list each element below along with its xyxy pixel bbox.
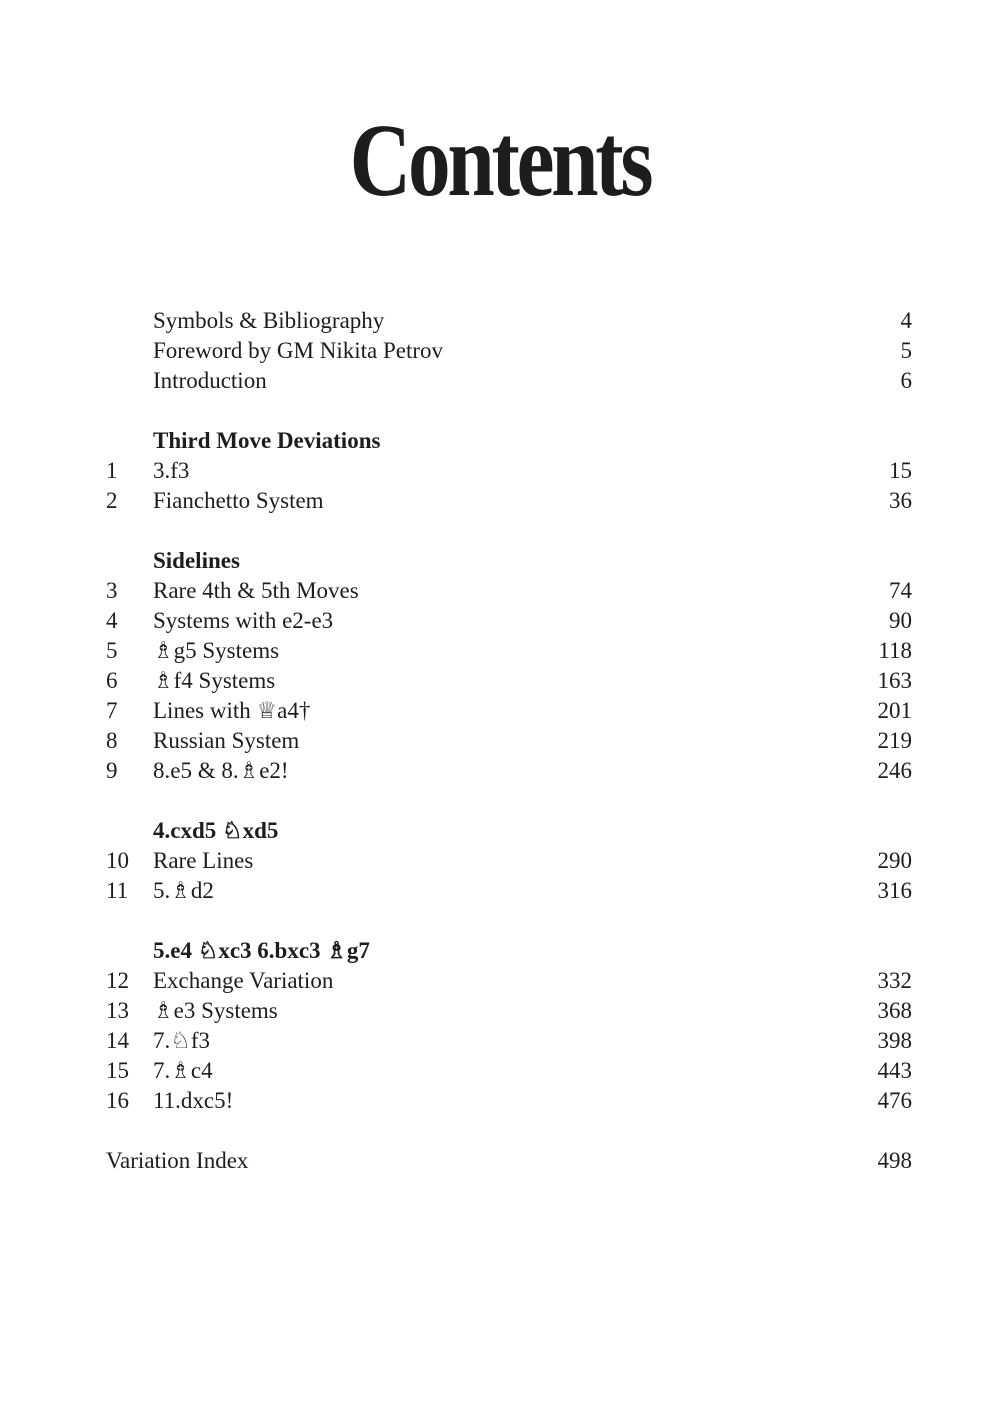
page-number: 316 (877, 878, 912, 903)
entry-title: Rare 4th & 5th Moves (153, 578, 359, 603)
section-heading: 4.cxd5 ♘xd5 (153, 818, 279, 843)
section-heading: Third Move Deviations (153, 428, 381, 453)
entry-title: 8.e5 & 8.♗e2! (153, 758, 289, 783)
section-heading-third-move-deviations (106, 426, 912, 456)
toc-entry-foreword[interactable] (106, 336, 912, 366)
page-number: 476 (877, 1088, 912, 1113)
entry-title: ♗e3 Systems (153, 998, 278, 1023)
page-number: 4 (900, 308, 912, 333)
page-number: 246 (877, 758, 912, 783)
entry-title: 3.f3 (153, 458, 190, 483)
page-number: 201 (877, 698, 912, 723)
entry-title: 7.♘f3 (153, 1028, 211, 1053)
entry-title: Variation Index (106, 1148, 249, 1173)
entry-title: 5.♗d2 (153, 878, 214, 903)
entry-title: Russian System (153, 728, 300, 753)
page-number: 118 (878, 638, 912, 663)
page-number: 163 (877, 668, 912, 693)
toc-entry-symbols-bibliography[interactable] (106, 306, 912, 336)
toc-entry-chapter-4[interactable] (106, 606, 912, 636)
toc-entry-chapter-16[interactable] (106, 1086, 912, 1116)
page-number: 90 (889, 608, 912, 633)
page-number: 332 (877, 968, 912, 993)
chapter-number: 4 (106, 608, 118, 633)
chapter-number: 11 (106, 878, 129, 903)
entry-title: Foreword by GM Nikita Petrov (153, 338, 444, 363)
chapter-number: 10 (106, 848, 129, 873)
chapter-number: 7 (106, 698, 118, 723)
toc-entry-variation-index[interactable] (106, 1146, 912, 1176)
entry-title: Rare Lines (153, 848, 254, 873)
toc-entry-chapter-12[interactable] (106, 966, 912, 996)
entry-title: Systems with e2-e3 (153, 608, 334, 633)
page-number: 219 (877, 728, 912, 753)
chapter-number: 1 (106, 458, 118, 483)
page-number: 368 (877, 998, 912, 1023)
section-heading-e4-xc3 (106, 936, 912, 966)
chapter-number: 9 (106, 758, 118, 783)
toc-entry-chapter-2[interactable] (106, 486, 912, 516)
chapter-number: 14 (106, 1028, 129, 1053)
toc-entry-chapter-15[interactable] (106, 1056, 912, 1086)
page-number: 5 (900, 338, 912, 363)
entry-title: Exchange Variation (153, 968, 334, 993)
entry-title: Introduction (153, 368, 267, 393)
entry-title: Fianchetto System (153, 488, 324, 513)
toc-entry-chapter-9[interactable] (106, 756, 912, 786)
entry-title: ♗f4 Systems (153, 668, 276, 693)
entry-title: Lines with ♕a4† (153, 698, 311, 723)
section-heading-cxd5 (106, 816, 912, 846)
page-number: 36 (889, 488, 912, 513)
toc-entry-chapter-3[interactable] (106, 576, 912, 606)
page-number: 443 (877, 1058, 912, 1083)
chapter-number: 5 (106, 638, 118, 663)
section-heading: Sidelines (153, 548, 240, 573)
section-heading-sidelines (106, 546, 912, 576)
toc-entry-chapter-6[interactable] (106, 666, 912, 696)
toc-entry-chapter-7[interactable] (106, 696, 912, 726)
toc-entry-chapter-10[interactable] (106, 846, 912, 876)
page-number: 74 (889, 578, 912, 603)
table-of-contents (106, 306, 912, 1176)
entry-title: 7.♗c4 (153, 1058, 213, 1083)
entry-title: Symbols & Bibliography (153, 308, 385, 333)
toc-entry-chapter-5[interactable] (106, 636, 912, 666)
page-number: 15 (889, 458, 912, 483)
chapter-number: 8 (106, 728, 118, 753)
chapter-number: 15 (106, 1058, 129, 1083)
chapter-number: 2 (106, 488, 118, 513)
toc-entry-chapter-11[interactable] (106, 876, 912, 906)
toc-entry-chapter-14[interactable] (106, 1026, 912, 1056)
toc-entry-introduction[interactable] (106, 366, 912, 396)
chapter-number: 13 (106, 998, 129, 1023)
page-number: 398 (877, 1028, 912, 1053)
chapter-number: 6 (106, 668, 118, 693)
page-number: 290 (877, 848, 912, 873)
chapter-number: 3 (106, 578, 118, 603)
entry-title: 11.dxc5! (153, 1088, 234, 1113)
chapter-number: 12 (106, 968, 129, 993)
chapter-number: 16 (106, 1088, 129, 1113)
entry-title: ♗g5 Systems (153, 638, 280, 663)
toc-entry-chapter-13[interactable] (106, 996, 912, 1026)
toc-entry-chapter-1[interactable] (106, 456, 912, 486)
toc-entry-chapter-8[interactable] (106, 726, 912, 756)
page-title: Contents (349, 103, 651, 218)
section-heading: 5.e4 ♘xc3 6.bxc3 ♗g7 (153, 938, 370, 963)
page-number: 6 (900, 368, 912, 393)
page-number: 498 (877, 1148, 912, 1173)
